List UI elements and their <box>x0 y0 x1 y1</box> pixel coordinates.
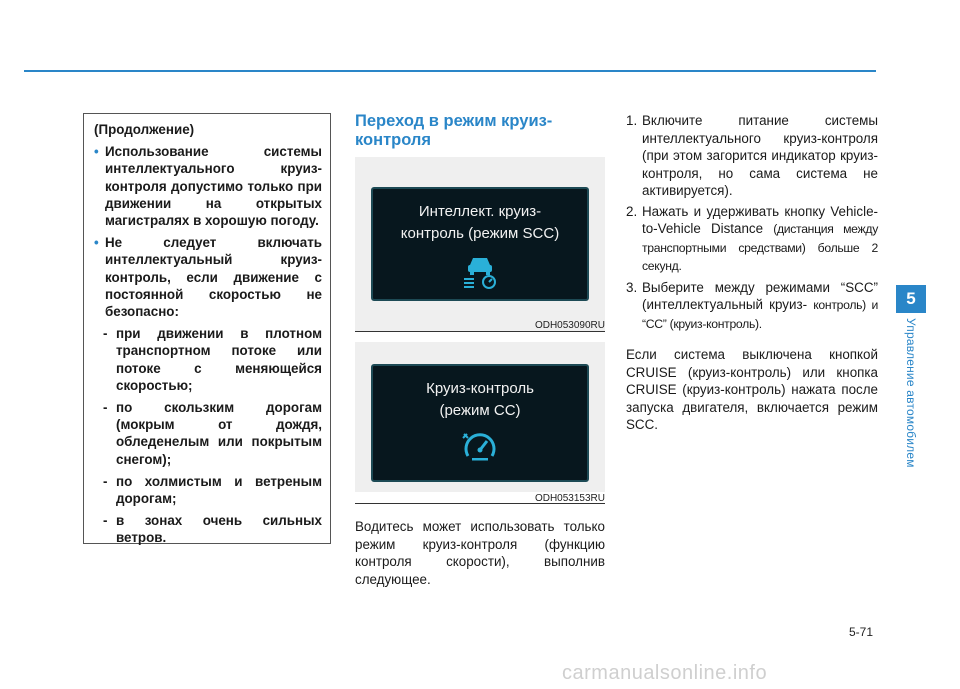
section-heading-line2: контроля <box>355 131 432 149</box>
step-text-condensed: (дистанция между транспортными средствами) больше 2 секунд. <box>642 222 878 273</box>
note-subitem <box>94 473 322 507</box>
figure-cc-display <box>355 342 605 492</box>
display-line2: (режим CC) <box>439 402 521 419</box>
note-subitem-text: в зонах очень сильных ветров. <box>116 513 322 546</box>
dash-marker: - <box>103 400 108 416</box>
figure-caption: ODH053090RU <box>534 320 605 331</box>
mid-paragraph: Водитесь может использовать только режим круиз-контроля (функцию контроля скорости), выполнив следующее. <box>355 519 605 587</box>
step-item <box>626 279 878 334</box>
dash-marker: - <box>103 473 108 489</box>
step-number: 1. <box>626 113 638 128</box>
display-line2: контроль (режим SCC) <box>400 225 560 242</box>
display-line1: Круиз-контроль <box>426 380 534 397</box>
dash-marker: - <box>103 513 108 529</box>
continued-note-box <box>83 113 331 544</box>
note-bullet-text: Не следует включать интеллектуальный круиз-контроль, если движение с постоянной скоростью не безопасно: <box>105 235 322 320</box>
bullet-dot-icon: • <box>94 144 99 160</box>
cluster-display-screen <box>371 187 589 301</box>
bullet-dot-icon: • <box>94 235 99 251</box>
right-paragraph: Если система выключена кнопкой CRUISE (круиз-контроль) или кнопка CRUISE (круиз-контроль) нажата после запуска двигателя, включается режим SCC. <box>626 347 878 432</box>
step-number: 2. <box>626 203 638 219</box>
note-bullet <box>94 143 322 229</box>
step-item <box>626 203 878 276</box>
step-text: Включите питание системы интеллектуального круиз-контроля (при этом загорится индикатор круиз-контроля, но сама система не активируется). <box>642 113 878 198</box>
figure-scc-display <box>355 157 605 331</box>
section-heading-block <box>355 112 605 150</box>
chapter-number-tab: 5 <box>896 285 926 313</box>
display-line1: Интеллект. круиз- <box>418 203 542 220</box>
dash-marker: - <box>103 326 108 342</box>
caption-rule <box>355 331 605 332</box>
step-text-condensed: контроль) и “CC” (круиз-контроль). <box>642 298 878 331</box>
note-bullet-text: Использование системы интеллектуального круиз-контроля допустимо только при движении на открытых магистралях в хорошую погоду. <box>105 144 322 229</box>
right-column <box>626 112 878 434</box>
speedometer-icon <box>458 426 502 466</box>
watermark-text: carmanualsonline.info <box>562 662 768 684</box>
note-subitem-text: по холмистым и ветреным дорогам; <box>116 473 322 507</box>
note-subitem-text: по скользким дорогам (мокрым от дождя, обледенелым или покрытым снегом); <box>116 400 322 467</box>
section-heading-line1: Переход в режим круиз- <box>355 112 553 130</box>
note-subitem-text: при движении в плотном транспортном потоке или потоке с меняющейся скоростью; <box>116 326 322 393</box>
note-title: (Продолжение) <box>94 122 195 137</box>
note-subitem <box>94 399 322 468</box>
cluster-display-screen <box>371 364 589 482</box>
page-number: 5-71 <box>848 625 873 639</box>
figure-caption: ODH053153RU <box>534 493 605 504</box>
note-subitem <box>94 325 322 394</box>
car-radar-icon <box>460 249 500 289</box>
note-subitem <box>94 512 322 546</box>
chapter-title-vertical: Управление автомобилем <box>904 318 918 468</box>
note-bullet <box>94 234 322 320</box>
top-rule <box>24 70 876 72</box>
step-item <box>626 112 878 200</box>
step-text: Выберите между режимами “SCC” (интеллектуальный круиз- <box>642 279 878 312</box>
step-number: 3. <box>626 279 638 295</box>
step-text: Нажать и удерживать кнопку Vehicle-to-Vehicle Distance <box>642 203 878 236</box>
